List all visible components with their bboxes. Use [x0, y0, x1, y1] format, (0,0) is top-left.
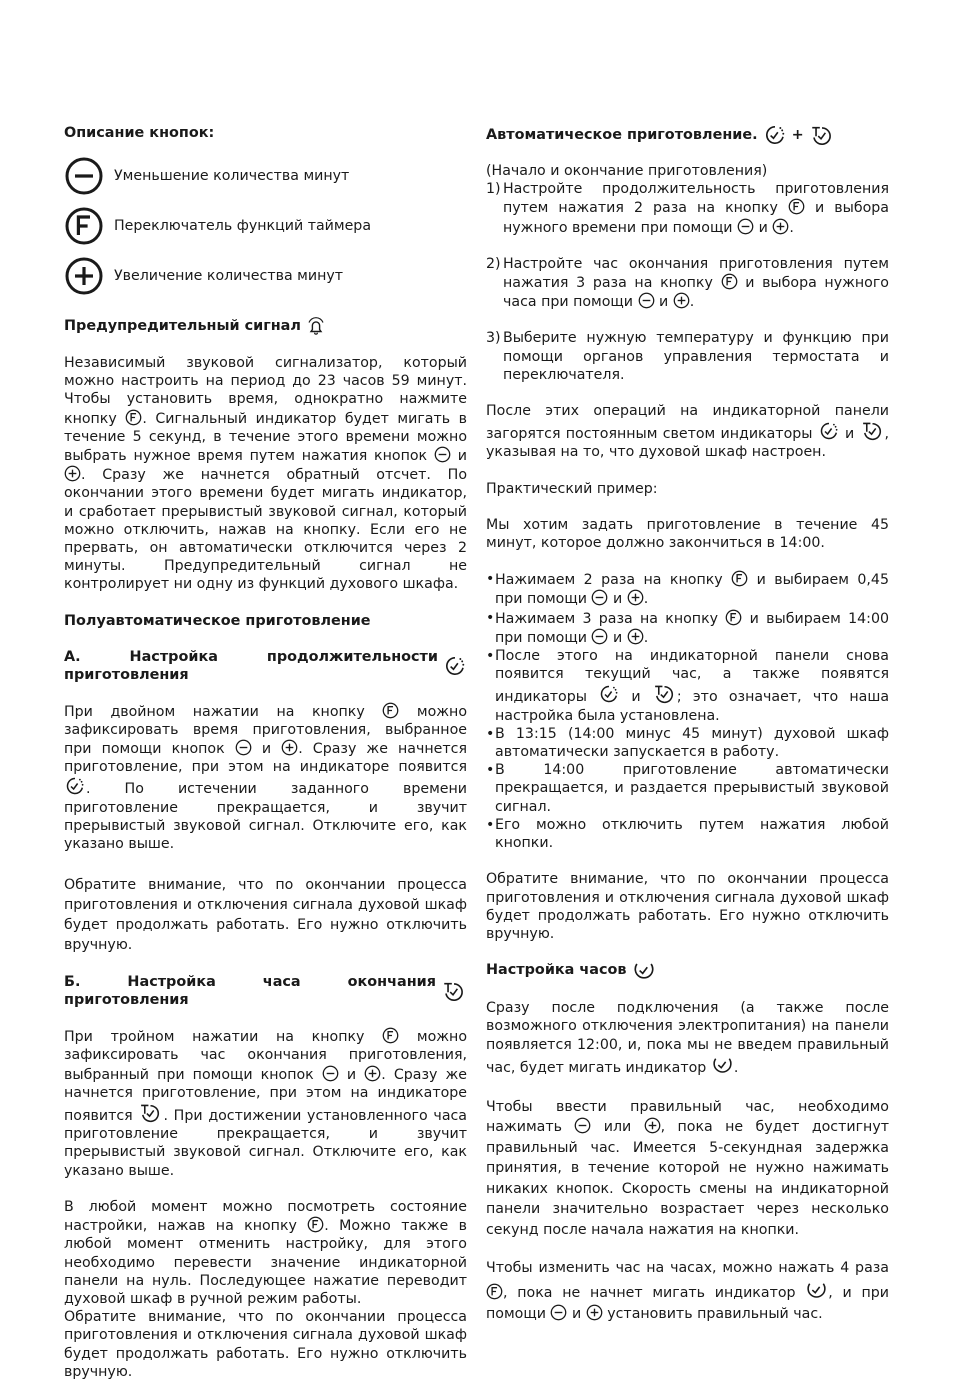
note-paragraph: Обратите внимание, что по окончании процесса приготовления и отключения сигнала духовой шкаф будет продолжать работать. Его нужно отключить вручную. [64, 877, 467, 954]
example-bullet-2: • Нажимаем 3 раза на кнопку и выбираем 14:00 при помощи и . [486, 609, 890, 646]
end-time-heading: Б. Настройка часа окончания приготовления [64, 973, 467, 1009]
f-icon [307, 1216, 324, 1233]
duration-indicator-icon [64, 776, 86, 796]
plus-icon [364, 1065, 381, 1082]
clock-indicator-icon [711, 1054, 734, 1075]
example-bullet-3: • После этого на индикаторной панели снова появится текущий час, а также появятся индикаторы и ; это означает, что наша настройка была установлена. [486, 648, 890, 724]
auto-subtitle: (Начало и окончание приготовления) [486, 163, 768, 179]
end-time-indicator-icon [860, 420, 885, 441]
minus-icon [574, 1117, 591, 1134]
plus-icon [627, 628, 644, 645]
minus-icon [235, 739, 252, 756]
step-1: 1) Настройте продолжительность приготовления путем нажатия 2 раза на кнопку и выбора нужного времени при помощи и . [486, 181, 889, 236]
plus-icon [644, 1117, 661, 1134]
clock-indicator-icon [632, 959, 656, 981]
plus-icon [772, 218, 789, 235]
plus-icon [281, 739, 298, 756]
duration-indicator-icon [818, 421, 840, 441]
duration-indicator-icon [443, 655, 467, 677]
minus-icon [434, 446, 451, 463]
end-time-indicator-icon [809, 124, 835, 146]
end-time-indicator-icon [441, 980, 467, 1002]
clock-paragraph-1: Сразу после подключения (а также после возможного отключения электропитания) на панели появляется 12:00, и, пока мы не введем правильный час, будет мигать индикатор . [486, 1000, 889, 1076]
plus-icon [673, 292, 690, 309]
minus-icon [322, 1065, 339, 1082]
state-paragraph: В любой момент можно посмотреть состояние настройки, нажав на кнопку . Можно также в любой момент отменить настройку, для этого необходимо перевести значение индикаторной панели на нуль. Последующее нажатие переводит духовой шкаф в ручной режим работы. [64, 1198, 467, 1307]
duration-indicator-icon [598, 684, 620, 704]
example-bullet-1: • Нажимаем 2 раза на кнопку и выбираем 0,45 при помощи и . [486, 571, 889, 608]
f-icon [725, 609, 742, 626]
f-icon [788, 198, 805, 215]
plus-icon [627, 589, 644, 606]
f-icon [125, 409, 142, 426]
end-time-indicator-icon [138, 1102, 163, 1123]
f-icon [382, 702, 399, 719]
buttons-heading: Описание кнопок: [64, 125, 215, 141]
example-bullet-6: • Его можно отключить путем нажатия любой кнопки. [486, 816, 889, 852]
duration-heading: А. Настройка продолжительности приготовления [64, 648, 467, 684]
clock-indicator-icon [805, 1279, 828, 1300]
button-desc-minus [64, 154, 467, 198]
step-2: 2) Настройте час окончания приготовления путем нажатия 3 раза на кнопку и выбора нужного часа при помощи и . [486, 255, 889, 311]
end-time-indicator-icon [652, 683, 677, 704]
f-icon [382, 1027, 399, 1044]
f-icon [486, 1283, 503, 1300]
example-paragraph: Мы хотим задать приготовление в течение 45 минут, которое должно закончиться в 14:00. [486, 516, 889, 552]
alarm-paragraph: Независимый звуковой сигнализатор, который можно настроить на период до 23 часов 59 минут. Чтобы установить время, однократно нажмите кнопку . Сигнальный индикатор будет мигать в течение 5 секунд, в течение этого времени можно выбрать нужное время путем нажатия кнопок и . Сразу же начнется обратный отсчет. По окончании этого времени будет мигать индикатор, и сработает прерывистый звуковой сигнал, который можно отключить, нажав на кнопку. Если его не прервать, он автоматически отключится через 2 минуты. Предупредительный сигнал не контролирует ни одну из функций духового шкафа. [64, 355, 467, 593]
plus-icon [586, 1304, 603, 1321]
minus-icon [737, 218, 754, 235]
button-desc-f [64, 204, 467, 248]
semi-auto-heading: Полуавтоматическое приготовление [64, 612, 371, 629]
alarm-heading: Предупредительный сигнал [64, 316, 467, 336]
minus-icon [638, 292, 655, 309]
minus-icon [550, 1304, 567, 1321]
minus-button-label: Уменьшение количества минут [114, 168, 350, 184]
left-column [64, 124, 467, 1381]
after-paragraph: После этих операций на индикаторной панели загорятся постоянным светом индикаторы и , указывая на то, что духовой шкаф настроен. [486, 403, 890, 461]
button-desc-plus [64, 254, 467, 298]
minus-button-icon [64, 156, 104, 196]
f-icon [721, 273, 738, 290]
duration-indicator-icon [763, 124, 787, 146]
plus-button-icon [64, 256, 104, 296]
auto-heading: Автоматическое приготовление. + [486, 124, 889, 146]
clock-heading: Настройка часов [486, 959, 889, 981]
minus-icon [591, 628, 608, 645]
minus-icon [591, 589, 608, 606]
end-time-paragraph: При тройном нажатии на кнопку можно зафиксировать час окончания приготовления, выбранный при помощи кнопок и . Сразу же начнется приготовление, при этом на индикаторе появится . При достижении установленного часа приготовление прекращается, и звучит прерывистый звуковой сигнал. Отключите его, как указано выше. [64, 1029, 468, 1179]
right-column [486, 124, 889, 1325]
f-icon [731, 570, 748, 587]
f-button-icon [64, 206, 104, 246]
plus-icon [64, 465, 81, 482]
clock-paragraph-3: Чтобы изменить час на часах, можно нажать 4 раза , пока не начнет мигать индикатор , и при помощи и установить правильный час. [486, 1260, 889, 1323]
example-bullet-5: • В 14:00 приготовление автоматически прекращается, и раздается прерывистый звуковой сигнал. [486, 762, 889, 815]
clock-paragraph-2: Чтобы ввести правильный час, необходимо нажимать или , пока не будет достигнут правильный час. Имеется 5-секундная задержка принятия, в течение которой не нужно нажимать никаких кнопок. Скорость смены на индикаторной панели значительно возрастает через несколько секунд после начала нажатия на кнопки. [486, 1098, 889, 1238]
step-3: 3) Выберите нужную температуру и функцию при помощи органов управления термостата и переключателя. [486, 330, 889, 383]
f-button-label: Переключатель функций таймера [114, 218, 372, 234]
duration-paragraph: При двойном нажатии на кнопку можно зафиксировать время приготовления, выбранное при помощи кнопок и . Сразу же начнется приготовление, при этом на индикаторе появится . По истечении заданного времени приготовление прекращается, и звучит прерывистый звуковой сигнал. Отключите его, как указано выше. [64, 703, 467, 853]
note-paragraph: Обратите внимание, что по окончании процесса приготовления и отключения сигнала духовой шкаф будет продолжать работать. Его нужно отключить вручную. [486, 871, 889, 942]
example-heading: Практический пример: [486, 480, 658, 497]
plus-button-label: Увеличение количества минут [114, 268, 344, 284]
bell-icon [306, 316, 326, 336]
example-bullet-4: • В 13:15 (14:00 минус 45 минут) духовой шкаф автоматически запускается в работу. [486, 725, 889, 761]
note2-paragraph: Обратите внимание, что по окончании процесса приготовления и отключения сигнала духовой шкаф будет продолжать работать. Его нужно отключить вручную. [64, 1309, 467, 1380]
